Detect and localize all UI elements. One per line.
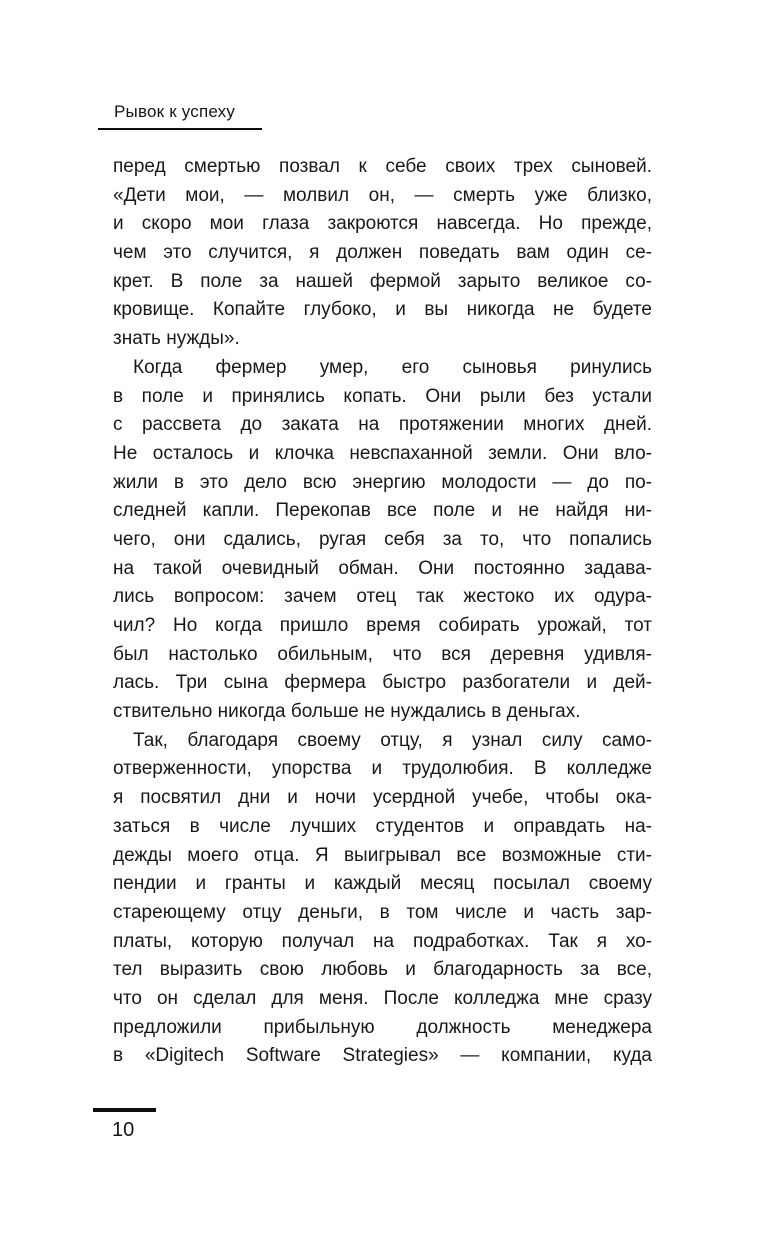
text-line: что он сделал для меня. После колледжа мне сразу — [113, 987, 652, 1009]
text-line: с рассвета до заката на протяжении многих дней. — [113, 414, 652, 436]
text-line: лись вопросом: зачем отец так жестоко их одура- — [113, 586, 652, 608]
text-line: дежды моего отца. Я выигрывал все возможные сти- — [113, 844, 652, 866]
text-line: отверженности, упорства и трудолюбия. В колледже — [113, 758, 652, 780]
text-line: знать нужды». — [113, 328, 240, 350]
body-text-block — [113, 153, 652, 1071]
text-line: Так, благодаря своему отцу, я узнал силу само- — [133, 729, 652, 751]
page-number: 10 — [112, 1119, 135, 1141]
text-line: ствительно никогда больше не нуждались в деньгах. — [113, 701, 581, 723]
text-line: «Дети мои, — молвил он, — смерть уже близко, — [113, 184, 652, 206]
text-line: платы, которую получал на подработках. Так я хо- — [113, 930, 652, 952]
footer-rule — [93, 1108, 156, 1112]
text-line: в поле и принялись копать. Они рыли без устали — [113, 385, 652, 407]
text-line: кровище. Копайте глубоко, и вы никогда не будете — [113, 299, 652, 321]
text-line: жили в это дело всю энергию молодости — до по- — [113, 471, 652, 493]
header-rule — [98, 128, 262, 130]
text-line: перед смертью позвал к себе своих трех сыновей. — [113, 156, 652, 177]
text-line: тел выразить свою любовь и благодарность за все, — [113, 959, 652, 981]
text-line: Не осталось и клочка невспаханной земли. Они вло- — [113, 442, 652, 464]
text-line: чил? Но когда пришло время собирать урожай, тот — [113, 615, 652, 636]
text-line: заться в числе лучших студентов и оправдать на- — [113, 815, 652, 837]
text-line: чем это случится, я должен поведать вам один се- — [113, 242, 652, 264]
running-header-title: Рывок к успеху — [114, 102, 236, 121]
text-line: в «Digitech Software Strategies» — компании, куда — [113, 1045, 652, 1067]
text-line: Когда фермер умер, его сыновья ринулись — [133, 356, 652, 378]
text-line: следней капли. Перекопав все поле и не найдя ни- — [113, 500, 652, 522]
text-line: лась. Три сына фермера быстро разбогатели и дей- — [113, 672, 652, 694]
text-line: чего, они сдались, ругая себя за то, что попались — [113, 528, 652, 550]
text-line: предложили прибыльную должность менеджера — [113, 1016, 652, 1038]
text-line: и скоро мои глаза закроются навсегда. Но прежде, — [113, 213, 652, 235]
text-line: был настолько обильным, что вся деревня удивля- — [113, 643, 652, 665]
text-line: стареющему отцу деньги, в том числе и часть зар- — [113, 901, 652, 923]
text-line: я посвятил дни и ночи усердной учебе, чтобы ока- — [113, 787, 652, 809]
text-line: крет. В поле за нашей фермой зарыто великое со- — [113, 270, 652, 292]
text-line: на такой очевидный обман. Они постоянно задава- — [113, 557, 652, 579]
text-line: пендии и гранты и каждый месяц посылал своему — [113, 873, 652, 895]
